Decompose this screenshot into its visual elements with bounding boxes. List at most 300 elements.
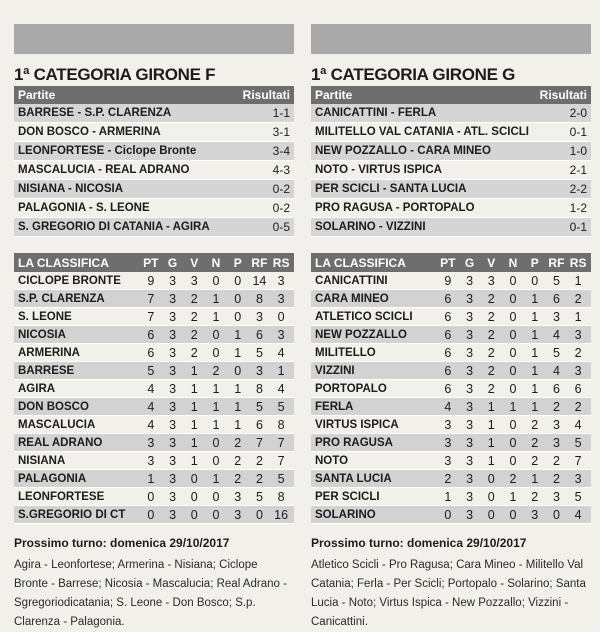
result-row: [311, 180, 591, 199]
standings-row: [14, 488, 294, 506]
section-title: 1ª CATEGORIA GIRONE F: [14, 65, 216, 84]
stat-cell: 1: [212, 309, 220, 324]
standings-row: [14, 362, 294, 380]
result-row: [311, 199, 591, 218]
stat-cell: 3: [466, 507, 474, 522]
stat-cell: 1: [277, 363, 285, 378]
stat-cell: 1: [487, 453, 495, 468]
stat-cell: 3: [169, 273, 177, 288]
stat-cell: 0: [234, 291, 242, 306]
stat-cell: 1: [234, 327, 242, 342]
stat-cell: 3: [552, 417, 560, 432]
team-name: PORTOPALO: [315, 382, 387, 395]
stat-cell: 5: [147, 363, 155, 378]
stat-cell: 3: [169, 345, 177, 360]
stat-cell: 3: [444, 417, 452, 432]
stat-cell: 14: [252, 273, 267, 288]
stat-cell: 2: [552, 453, 560, 468]
stat-cell: 3: [574, 471, 582, 486]
stat-cell: 7: [277, 453, 285, 468]
girone-f-column: [14, 0, 294, 632]
standings-row: [311, 488, 591, 506]
column-header: P: [233, 255, 242, 270]
stat-cell: 0: [212, 435, 220, 450]
stat-cell: 4: [574, 507, 582, 522]
stat-cell: 8: [255, 381, 263, 396]
stat-cell: 1: [190, 435, 198, 450]
stat-cell: 3: [169, 453, 177, 468]
result-row: [14, 104, 294, 123]
column-header: PT: [440, 255, 456, 270]
stat-cell: 3: [169, 435, 177, 450]
stat-cell: 0: [212, 273, 220, 288]
column-header: RF: [548, 255, 565, 270]
stat-cell: 6: [552, 381, 560, 396]
stat-cell: 2: [234, 435, 242, 450]
stat-cell: 5: [255, 345, 263, 360]
stat-cell: 3: [147, 435, 155, 450]
stat-cell: 2: [190, 327, 198, 342]
team-name: DON BOSCO: [18, 400, 89, 413]
stat-cell: 1: [190, 363, 198, 378]
match-score: 1-1: [272, 106, 290, 120]
team-name: LEONFORTESE: [18, 490, 105, 503]
stat-cell: 0: [509, 507, 517, 522]
result-row: [311, 142, 591, 161]
stat-cell: 0: [234, 363, 242, 378]
stat-cell: 6: [444, 345, 452, 360]
team-name: PRO RAGUSA: [315, 436, 393, 449]
stat-cell: 1: [190, 453, 198, 468]
stat-cell: 8: [277, 417, 285, 432]
match-score: 2-0: [569, 106, 587, 120]
next-round-title: Prossimo turno: domenica 29/10/2017: [14, 536, 230, 550]
stat-cell: 4: [574, 417, 582, 432]
stat-cell: 1: [234, 381, 242, 396]
stat-cell: 1: [212, 417, 220, 432]
standings-row: [14, 416, 294, 434]
stat-cell: 0: [190, 471, 198, 486]
stat-cell: 3: [169, 471, 177, 486]
stat-cell: 3: [574, 363, 582, 378]
stat-cell: 0: [255, 507, 263, 522]
team-name: CARA MINEO: [315, 292, 389, 305]
team-name: REAL ADRANO: [18, 436, 103, 449]
stat-cell: 7: [574, 453, 582, 468]
stat-cell: 3: [531, 507, 539, 522]
stat-cell: 1: [531, 345, 539, 360]
stat-cell: 4: [277, 381, 285, 396]
stat-cell: 3: [574, 327, 582, 342]
match-score: 2-1: [569, 163, 587, 177]
stat-cell: 1: [212, 399, 220, 414]
team-name: NOTO: [315, 454, 349, 467]
standings-title: LA CLASSIFICA: [18, 255, 109, 270]
header-bar: [14, 24, 294, 54]
stat-cell: 0: [509, 345, 517, 360]
stat-cell: 3: [466, 381, 474, 396]
standings-row: [311, 398, 591, 416]
result-row: [14, 218, 294, 237]
result-row: [311, 218, 591, 237]
stat-cell: 1: [234, 345, 242, 360]
stat-cell: 0: [147, 489, 155, 504]
stat-cell: 1: [509, 399, 517, 414]
stat-cell: 5: [552, 273, 560, 288]
stat-cell: 1: [190, 381, 198, 396]
results-header-match: Partite: [315, 88, 353, 102]
stat-cell: 6: [444, 291, 452, 306]
stat-cell: 3: [466, 327, 474, 342]
stat-cell: 3: [444, 453, 452, 468]
team-name: ATLETICO SCICLI: [315, 310, 413, 323]
standings-row: [311, 506, 591, 524]
stat-cell: 1: [531, 381, 539, 396]
stat-cell: 2: [234, 453, 242, 468]
match-name: MASCALUCIA - REAL ADRANO: [18, 164, 190, 176]
stat-cell: 0: [509, 309, 517, 324]
stat-cell: 3: [466, 489, 474, 504]
stat-cell: 3: [255, 363, 263, 378]
stat-cell: 3: [466, 273, 474, 288]
stat-cell: 0: [487, 507, 495, 522]
result-row: [311, 161, 591, 180]
stat-cell: 2: [487, 309, 495, 324]
results-table: [14, 104, 294, 237]
match-name: PER SCICLI - SANTA LUCIA: [315, 183, 467, 195]
stat-cell: 1: [509, 489, 517, 504]
stat-cell: 1: [531, 399, 539, 414]
stat-cell: 7: [147, 309, 155, 324]
stat-cell: 1: [574, 273, 582, 288]
stat-cell: 0: [509, 417, 517, 432]
result-row: [14, 142, 294, 161]
stat-cell: 3: [169, 309, 177, 324]
column-header: V: [487, 255, 496, 270]
stat-cell: 1: [234, 399, 242, 414]
stat-cell: 0: [444, 507, 452, 522]
stat-cell: 3: [277, 291, 285, 306]
stat-cell: 4: [552, 363, 560, 378]
stat-cell: 0: [509, 327, 517, 342]
team-name: VIZZINI: [315, 364, 355, 377]
stat-cell: 2: [574, 345, 582, 360]
stat-cell: 4: [147, 399, 155, 414]
stat-cell: 3: [444, 435, 452, 450]
stat-cell: 0: [509, 435, 517, 450]
stat-cell: 1: [234, 417, 242, 432]
stat-cell: 1: [531, 363, 539, 378]
stat-cell: 1: [487, 435, 495, 450]
stat-cell: 2: [487, 291, 495, 306]
match-name: NEW POZZALLO - CARA MINEO: [315, 145, 491, 157]
stat-cell: 0: [212, 453, 220, 468]
stat-cell: 0: [212, 327, 220, 342]
stat-cell: 3: [169, 417, 177, 432]
stat-cell: 5: [277, 471, 285, 486]
stat-cell: 2: [531, 435, 539, 450]
stat-cell: 6: [255, 417, 263, 432]
stat-cell: 2: [552, 471, 560, 486]
column-header: G: [167, 255, 178, 270]
stat-cell: 3: [466, 309, 474, 324]
team-name: AGIRA: [18, 382, 56, 395]
stat-cell: 2: [212, 363, 220, 378]
stat-cell: 3: [466, 417, 474, 432]
stat-cell: 4: [147, 381, 155, 396]
stat-cell: 1: [574, 309, 582, 324]
stat-cell: 3: [466, 453, 474, 468]
team-name: NEW POZZALLO: [315, 328, 407, 341]
stat-cell: 2: [487, 345, 495, 360]
stat-cell: 0: [234, 273, 242, 288]
stat-cell: 0: [552, 507, 560, 522]
stat-cell: 0: [509, 363, 517, 378]
standings-row: [14, 506, 294, 524]
match-score: 0-1: [569, 125, 587, 139]
next-round-fixtures: Agira - Leonfortese; Armerina - Nisiana; Ciclope Bronte - Barrese; Nicosia - Mascalucia; Real Adrano -Sgregoriodicatania; S. Leone - Don Bosco; S.p. Clarenza - Palagonia.: [14, 559, 287, 628]
column-header: RF: [251, 255, 268, 270]
team-name: SANTA LUCIA: [315, 472, 392, 485]
team-name: S. LEONE: [18, 310, 72, 323]
stat-cell: 2: [552, 399, 560, 414]
results-table: [311, 104, 591, 237]
stat-cell: 5: [552, 345, 560, 360]
standings-row: [311, 308, 591, 326]
stat-cell: 3: [466, 345, 474, 360]
column-header: PT: [143, 255, 159, 270]
column-header: RS: [569, 255, 587, 270]
stat-cell: 3: [466, 363, 474, 378]
match-name: DON BOSCO - ARMERINA: [18, 126, 161, 138]
stat-cell: 2: [487, 327, 495, 342]
stat-cell: 3: [190, 273, 198, 288]
team-name: S.GREGORIO DI CT: [18, 508, 126, 521]
next-round-fixtures: Atletico Scicli - Pro Ragusa; Cara Mineo - Militello Val Catania; Ferla - Per Scicli; Portopalo - Solarino; Santa Lucia - Noto; Virtus Ispica - New Pozzallo; Vizzini - Canicattini.: [311, 559, 586, 628]
stat-cell: 2: [444, 471, 452, 486]
match-name: NOTO - VIRTUS ISPICA: [315, 164, 442, 176]
stat-cell: 3: [466, 399, 474, 414]
team-name: ARMERINA: [18, 346, 80, 359]
stat-cell: 2: [574, 399, 582, 414]
stat-cell: 2: [190, 345, 198, 360]
match-score: 1-2: [569, 201, 587, 215]
team-name: NICOSIA: [18, 328, 66, 341]
stat-cell: 0: [509, 381, 517, 396]
match-score: 0-5: [272, 220, 290, 234]
standings-row: [14, 272, 294, 290]
stat-cell: 7: [147, 291, 155, 306]
stat-cell: 6: [147, 345, 155, 360]
team-name: NISIANA: [18, 454, 66, 467]
team-name: PER SCICLI: [315, 490, 380, 503]
results-header: [14, 86, 294, 104]
match-score: 0-1: [569, 220, 587, 234]
stat-cell: 5: [255, 399, 263, 414]
stat-cell: 0: [531, 273, 539, 288]
stat-cell: 0: [147, 507, 155, 522]
match-name: CANICATTINI - FERLA: [315, 107, 437, 119]
team-name: CANICATTINI: [315, 274, 388, 287]
column-header: N: [211, 255, 221, 270]
stat-cell: 2: [255, 453, 263, 468]
team-name: MILITELLO: [315, 346, 376, 359]
result-row: [311, 123, 591, 142]
standings-row: [14, 380, 294, 398]
stat-cell: 2: [190, 309, 198, 324]
stat-cell: 3: [277, 273, 285, 288]
stat-cell: 0: [277, 309, 285, 324]
stat-cell: 3: [552, 309, 560, 324]
stat-cell: 2: [487, 363, 495, 378]
match-name: S. GREGORIO DI CATANIA - AGIRA: [18, 221, 210, 233]
standings-title: LA CLASSIFICA: [315, 255, 406, 270]
match-score: 4-3: [272, 163, 290, 177]
team-name: CICLOPE BRONTE: [18, 274, 121, 287]
standings-row: [14, 434, 294, 452]
standings-row: [311, 344, 591, 362]
result-row: [14, 123, 294, 142]
results-header: [311, 86, 591, 104]
team-name: SOLARINO: [315, 508, 376, 521]
result-row: [14, 199, 294, 218]
stat-cell: 6: [147, 327, 155, 342]
standings-row: [14, 308, 294, 326]
next-round: [14, 536, 294, 632]
stat-cell: 4: [277, 345, 285, 360]
stat-cell: 3: [466, 435, 474, 450]
team-name: VIRTUS ISPICA: [315, 418, 399, 431]
standings-row: [14, 398, 294, 416]
team-name: PALAGONIA: [18, 472, 87, 485]
stat-cell: 3: [466, 471, 474, 486]
stat-cell: 9: [147, 273, 155, 288]
stat-cell: 3: [277, 327, 285, 342]
match-name: NISIANA - NICOSIA: [18, 183, 123, 195]
match-score: 2-2: [569, 182, 587, 196]
stat-cell: 6: [444, 363, 452, 378]
stat-cell: 4: [147, 417, 155, 432]
stat-cell: 3: [487, 273, 495, 288]
stat-cell: 3: [466, 291, 474, 306]
stat-cell: 1: [190, 399, 198, 414]
stat-cell: 3: [234, 507, 242, 522]
stat-cell: 3: [169, 363, 177, 378]
stat-cell: 3: [552, 435, 560, 450]
match-name: PALAGONIA - S. LEONE: [18, 202, 150, 214]
stat-cell: 16: [274, 507, 289, 522]
stat-cell: 1: [212, 291, 220, 306]
stat-cell: 0: [487, 471, 495, 486]
stat-cell: 1: [212, 471, 220, 486]
stat-cell: 1: [190, 417, 198, 432]
stat-cell: 5: [277, 399, 285, 414]
stat-cell: 1: [531, 327, 539, 342]
match-score: 0-2: [272, 182, 290, 196]
stat-cell: 9: [444, 273, 452, 288]
results-header-score: Risultati: [539, 88, 587, 102]
standings-row: [311, 416, 591, 434]
stat-cell: 5: [574, 435, 582, 450]
standings-row: [311, 470, 591, 488]
stat-cell: 1: [487, 417, 495, 432]
stat-cell: 3: [169, 381, 177, 396]
stat-cell: 4: [444, 399, 452, 414]
standings-row: [14, 470, 294, 488]
stat-cell: 3: [169, 291, 177, 306]
stat-cell: 2: [234, 471, 242, 486]
stat-cell: 0: [212, 489, 220, 504]
stat-cell: 1: [531, 291, 539, 306]
stat-cell: 0: [212, 507, 220, 522]
match-name: SOLARINO - VIZZINI: [315, 221, 426, 233]
stat-cell: 1: [531, 309, 539, 324]
column-header: V: [190, 255, 199, 270]
stat-cell: 3: [169, 327, 177, 342]
stat-cell: 0: [212, 345, 220, 360]
standings-row: [311, 452, 591, 470]
stat-cell: 6: [552, 291, 560, 306]
stat-cell: 3: [169, 507, 177, 522]
standings-row: [311, 434, 591, 452]
standings-header: [14, 253, 294, 272]
column-header: N: [508, 255, 518, 270]
results-header-score: Risultati: [242, 88, 290, 102]
match-name: BARRESE - S.P. CLARENZA: [18, 107, 172, 119]
header-bar: [311, 24, 591, 54]
stat-cell: 1: [147, 471, 155, 486]
stat-cell: 1: [212, 381, 220, 396]
standings-row: [14, 290, 294, 308]
result-row: [14, 180, 294, 199]
stat-cell: 6: [444, 381, 452, 396]
stat-cell: 5: [574, 489, 582, 504]
stat-cell: 6: [255, 327, 263, 342]
next-round: [311, 536, 591, 632]
match-score: 3-1: [272, 125, 290, 139]
result-row: [14, 161, 294, 180]
stat-cell: 7: [277, 435, 285, 450]
stat-cell: 2: [190, 291, 198, 306]
column-header: P: [530, 255, 539, 270]
stat-cell: 0: [190, 489, 198, 504]
match-score: 0-2: [272, 201, 290, 215]
result-row: [311, 104, 591, 123]
team-name: FERLA: [315, 400, 354, 413]
stat-cell: 6: [574, 381, 582, 396]
stat-cell: 8: [277, 489, 285, 504]
match-score: 1-0: [569, 144, 587, 158]
team-name: MASCALUCIA: [18, 418, 96, 431]
standings-table: [311, 253, 591, 524]
stat-cell: 3: [169, 489, 177, 504]
column-header: G: [464, 255, 475, 270]
stat-cell: 0: [190, 507, 198, 522]
stat-cell: 0: [509, 291, 517, 306]
standings-row: [14, 344, 294, 362]
stat-cell: 2: [531, 453, 539, 468]
stat-cell: 3: [169, 399, 177, 414]
stat-cell: 1: [487, 399, 495, 414]
standings-row: [311, 272, 591, 290]
results-header-match: Partite: [18, 88, 56, 102]
stat-cell: 6: [444, 309, 452, 324]
stat-cell: 0: [234, 309, 242, 324]
column-header: RS: [272, 255, 290, 270]
stat-cell: 3: [552, 489, 560, 504]
standings-row: [14, 326, 294, 344]
stat-cell: 6: [444, 327, 452, 342]
